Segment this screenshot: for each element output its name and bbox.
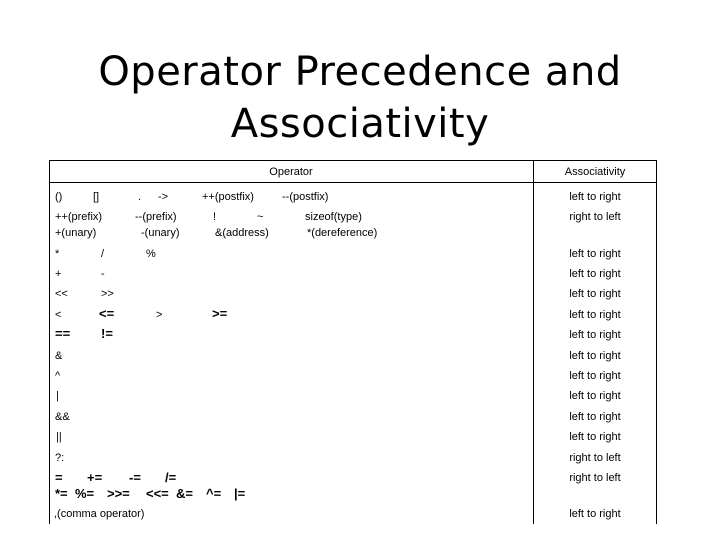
operator-cell: >> (101, 288, 114, 300)
operator-cell: ?: (55, 452, 65, 464)
associativity-cell: left to right (569, 390, 621, 402)
associativity-cell: left to right (569, 431, 621, 443)
operator-cell: *= (55, 486, 68, 501)
table-right-border (656, 160, 657, 524)
operator-cell: +(unary) (55, 227, 97, 239)
operator-cell: | (56, 390, 59, 402)
associativity-cell: left to right (569, 350, 621, 362)
operator-cell: ++(postfix) (202, 191, 254, 203)
associativity-cell: left to right (569, 248, 621, 260)
operator-cell: / (101, 248, 105, 260)
operator-cell: *(dereference) (307, 227, 378, 239)
operator-cell: %= (75, 486, 95, 501)
operator-cell: () (55, 191, 63, 203)
operator-cell: sizeof(type) (305, 211, 362, 223)
operator-cell: % (146, 248, 156, 260)
operator-cell: &(address) (215, 227, 269, 239)
operator-cell: >>= (107, 486, 130, 501)
operator-cell: --(prefix) (135, 211, 177, 223)
operator-cell: << (55, 288, 68, 300)
associativity-cell: right to left (569, 211, 621, 223)
operator-cell: * (55, 248, 60, 260)
associativity-cell: left to right (569, 268, 621, 280)
operator-cell: = (55, 470, 63, 485)
header-associativity: Associativity (564, 166, 626, 178)
associativity-cell: right to left (569, 472, 621, 484)
associativity-cell: left to right (569, 191, 621, 203)
operator-cell: || (56, 431, 62, 443)
operator-cell: &= (176, 486, 193, 501)
associativity-cell: left to right (569, 508, 621, 520)
associativity-cell: left to right (569, 370, 621, 382)
operator-cell: [] (93, 191, 100, 203)
operator-cell: --(postfix) (282, 191, 329, 203)
operator-cell: ! (213, 211, 217, 223)
operator-cell: ++(prefix) (55, 211, 103, 223)
operator-cell: < (55, 309, 62, 321)
title-line-1: Operator Precedence and (98, 49, 622, 95)
table-top-border (49, 160, 657, 161)
operator-cell: + (55, 268, 62, 280)
operator-cell: <= (99, 306, 115, 321)
operator-cell: /= (165, 470, 177, 485)
header-divider (49, 182, 657, 183)
operator-cell: & (55, 350, 63, 362)
operator-cell: - (101, 268, 105, 280)
precedence-table (49, 160, 657, 524)
operator-cell: <<= (146, 486, 169, 501)
associativity-cell: right to left (569, 452, 621, 464)
operator-cell: |= (234, 486, 246, 501)
table-left-border (49, 160, 50, 524)
title-line-2: Associativity (230, 101, 490, 147)
associativity-cell: left to right (569, 329, 621, 341)
header-operator: Operator (269, 166, 313, 178)
operator-cell: . (138, 191, 142, 203)
operator-cell: ^ (55, 370, 61, 382)
operator-cell: >= (212, 306, 228, 321)
operator-cell: -= (129, 470, 141, 485)
operator-cell: ^= (206, 486, 222, 501)
associativity-cell: left to right (569, 309, 621, 321)
operator-cell: && (55, 411, 70, 423)
slide-title (0, 46, 720, 150)
associativity-cell: left to right (569, 288, 621, 300)
operator-cell: -> (158, 191, 169, 203)
operator-cell: > (156, 309, 163, 321)
operator-cell: == (55, 326, 71, 341)
operator-cell: ,(comma operator) (54, 508, 145, 520)
operator-cell: != (101, 326, 113, 341)
associativity-cell: left to right (569, 411, 621, 423)
operator-cell: -(unary) (141, 227, 180, 239)
operator-cell: ~ (257, 211, 264, 223)
operator-cell: += (87, 470, 103, 485)
